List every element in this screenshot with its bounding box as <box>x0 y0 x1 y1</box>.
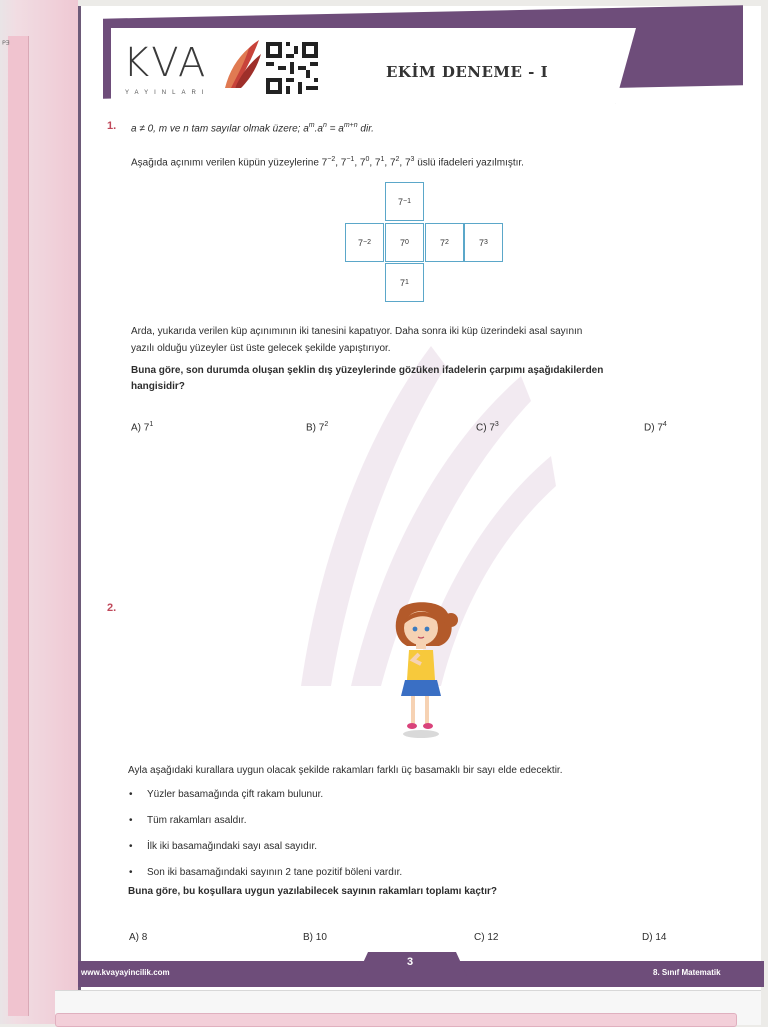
question-2-rule-3: • İlk iki basamağındaki sayı asal sayıdır. <box>129 841 318 852</box>
question-1-paragraph-line-2: yazılı olduğu yüzeyler üst üste gelecek şekilde yapıştırıyor. <box>131 343 391 354</box>
question-2-prompt: Buna göre, bu koşullara uygun yazılabilecek sayının rakamları toplamı kaçtır? <box>128 886 498 897</box>
question-2-choice-b[interactable]: B) 10 <box>303 932 327 943</box>
worksheet-page <box>78 6 761 990</box>
next-page-edge <box>55 990 761 1025</box>
question-2-rule-2: • Tüm rakamları asaldır. <box>129 815 247 826</box>
net-face-left: 7 −2 <box>345 223 384 262</box>
adjacent-page-edge <box>8 36 29 1016</box>
page-number: 3 <box>407 956 414 968</box>
question-1-intro: Aşağıda açınımı verilen küpün yüzeylerine $7^{-2}$, $7^{-1}$, $7^0$, $7^1$, $7^2$, $7^3$ üslü ifadeleri yazılmıştır. <box>131 156 524 169</box>
question-1-choice-c[interactable]: C) $7^3$ <box>476 421 499 434</box>
net-face-center: 7 0 <box>385 223 424 262</box>
publisher-logo-subtitle: YAYINLARI <box>125 90 210 96</box>
question-2-choice-d[interactable]: D) 14 <box>642 932 667 943</box>
net-face-right: 7 2 <box>425 223 464 262</box>
publisher-logo: KVA <box>123 40 208 86</box>
net-face-top: 7 −1 <box>385 182 424 221</box>
question-2-intro: Ayla aşağıdaki kurallara uygun olacak şekilde rakamları farklı üç basamaklı bir sayı elde edecektir. <box>128 765 563 776</box>
qr-code-icon <box>266 42 318 94</box>
question-1-prompt-line-2: hangisidir? <box>131 381 185 392</box>
exam-title: EKİM DENEME - I <box>386 63 549 81</box>
question-1-choice-a[interactable]: A) $7^1$ <box>131 421 154 434</box>
net-face-far-right: 7 3 <box>464 223 503 262</box>
question-2-choice-a[interactable]: A) 8 <box>129 932 148 943</box>
question-2-choice-c[interactable]: C) 12 <box>474 932 499 943</box>
question-1-number: 1. <box>107 120 117 132</box>
question-1-prompt-line-1: Buna göre, son durumda oluşan şeklin dış yüzeylerinde gözüken ifadelerin çarpımı aşağıdakilerden <box>131 365 604 376</box>
logo-feather-icon <box>223 38 263 90</box>
left-page-strip <box>0 0 78 1024</box>
question-2-rule-1: • Yüzler basamağında çift rakam bulunur. <box>129 789 324 800</box>
footer-website: www.kvayayincilik.com <box>81 968 170 977</box>
cube-net <box>345 182 505 304</box>
question-1-premise: a ≠ 0, m ve n tam sayılar olmak üzere; $a^m.a^n = a^{m+n}$ dir. <box>131 122 374 135</box>
question-1-choice-d[interactable]: D) $7^4$ <box>644 421 667 434</box>
question-1-choice-b[interactable]: B) $7^2$ <box>306 421 329 434</box>
footer-grade-subject: 8. Sınıf Matematik <box>653 968 721 977</box>
question-2-number: 2. <box>107 602 117 614</box>
girl-illustration <box>391 602 461 742</box>
next-page-ribbon <box>55 1013 737 1027</box>
question-1-paragraph-line-1: Arda, yukarıda verilen küp açınımının iki tanesini kapatıyor. Daha sonra iki küp üzerindeki asal sayının <box>131 326 583 337</box>
question-2-rule-4: • Son iki basamağındaki sayının 2 tane pozitif böleni vardır. <box>129 867 403 878</box>
net-face-bottom: 7 1 <box>385 263 424 302</box>
corner-scribble: ᴾᴲ <box>2 40 10 51</box>
